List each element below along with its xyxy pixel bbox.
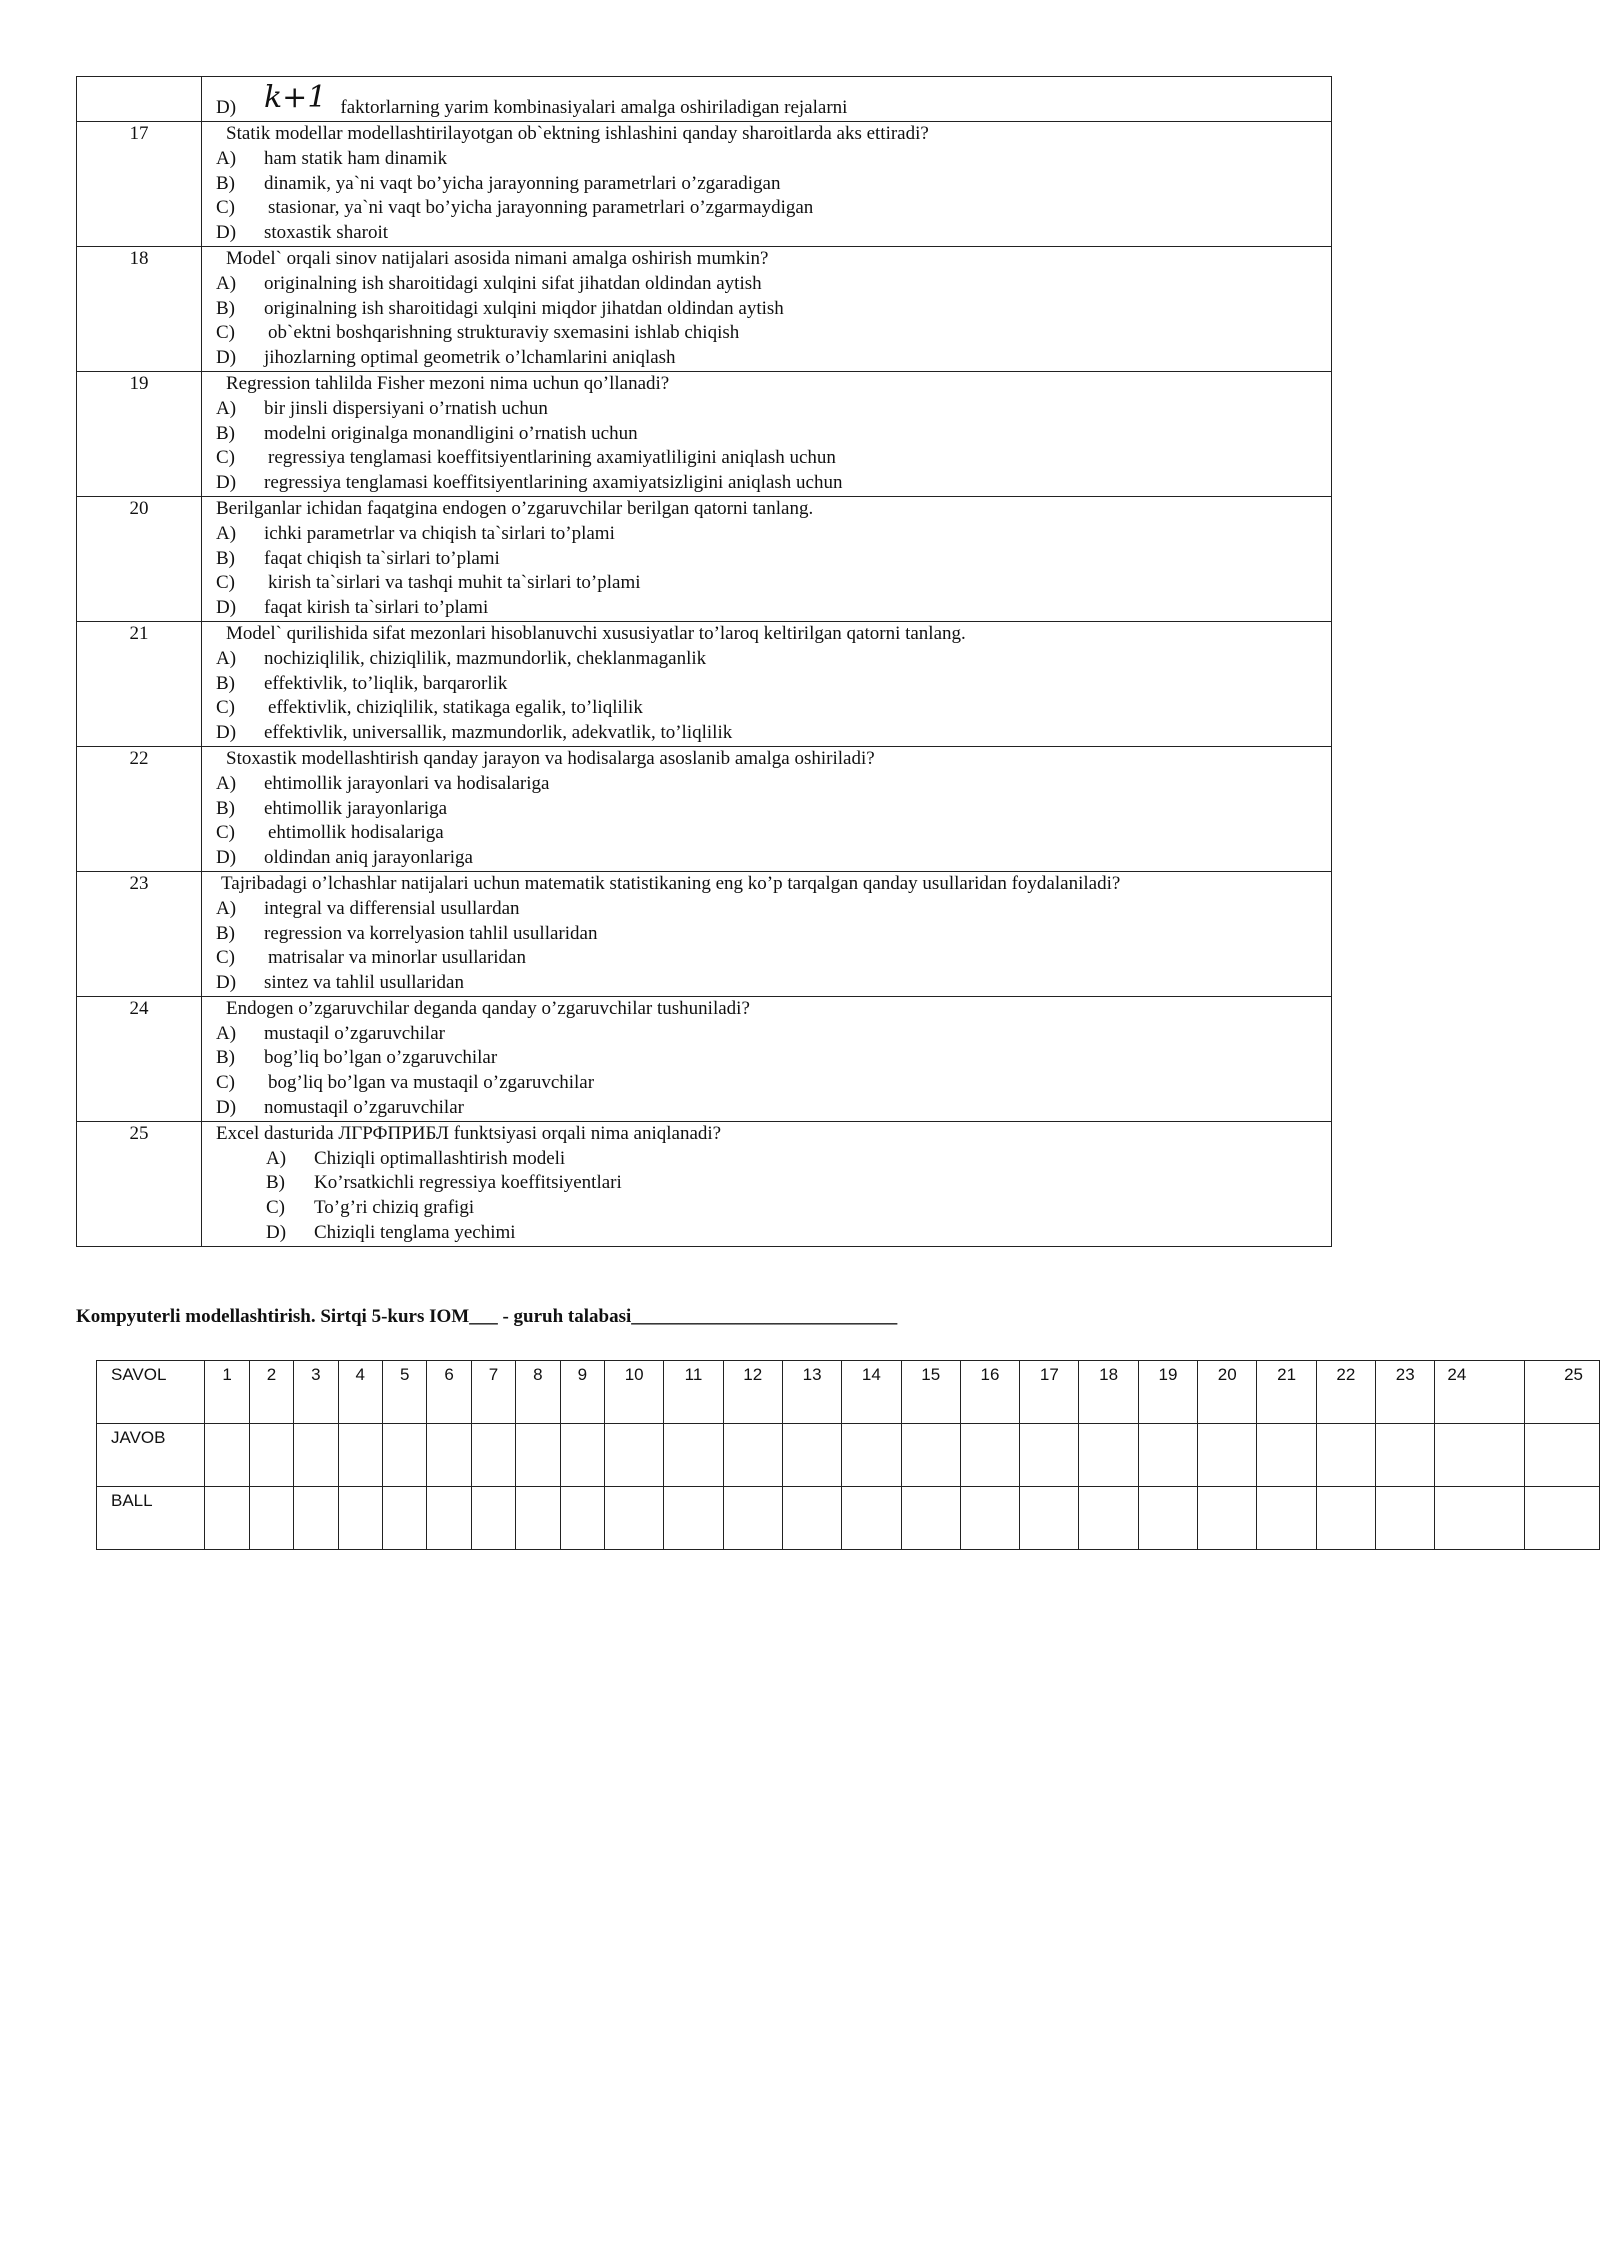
option-d — [216, 721, 1331, 746]
question-number-header: 23 — [1376, 1361, 1435, 1424]
score-cell[interactable] — [516, 1487, 560, 1550]
option-letter: C) — [216, 197, 235, 219]
answer-row-ball — [97, 1487, 1600, 1550]
question-number: 19 — [77, 371, 202, 496]
answer-cell[interactable] — [249, 1424, 293, 1487]
answer-cell[interactable] — [842, 1424, 901, 1487]
question-text: Model` orqali sinov natijalari asosida nimani amalga oshirish mumkin? — [226, 247, 769, 269]
option-letter: A) — [216, 397, 237, 419]
option-letter: B) — [216, 172, 235, 194]
option-text: ehtimollik hodisalariga — [268, 822, 444, 844]
option-letter: D) — [216, 597, 237, 619]
answer-cell[interactable] — [205, 1424, 249, 1487]
option-text: integral va differensial usullardan — [264, 897, 520, 919]
question-text: Endogen o’zgaruvchilar deganda qanday o’zgaruvchilar tushuniladi? — [226, 997, 750, 1019]
option-letter: C) — [216, 697, 235, 719]
question-number: 18 — [77, 246, 202, 371]
question-number-header: 19 — [1138, 1361, 1197, 1424]
option-text: bog’liq bo’lgan o’zgaruvchilar — [264, 1047, 498, 1069]
option-a — [216, 1147, 1331, 1172]
question-number-header: 7 — [471, 1361, 515, 1424]
answer-cell[interactable] — [294, 1424, 338, 1487]
option-b — [216, 172, 1331, 197]
score-cell[interactable] — [960, 1487, 1019, 1550]
score-cell[interactable] — [1198, 1487, 1257, 1550]
question-number-header: 3 — [294, 1361, 338, 1424]
score-cell[interactable] — [205, 1487, 249, 1550]
question-number-header: 24 — [1435, 1361, 1525, 1424]
option-a — [216, 647, 1331, 672]
questions-table — [76, 76, 1332, 1247]
option-letter: B) — [216, 547, 235, 569]
question-number-cell — [77, 77, 202, 122]
option-text: mustaqil o’zgaruvchilar — [264, 1022, 445, 1044]
score-cell[interactable] — [427, 1487, 471, 1550]
question-number-header: 13 — [782, 1361, 841, 1424]
question-number: 25 — [77, 1121, 202, 1246]
option-c — [216, 1071, 1331, 1096]
score-cell[interactable] — [294, 1487, 338, 1550]
question-text: Tajribadagi o’lchashlar natijalari uchun matematik statistikaning eng ko’p tarqalgan qanday usullaridan foydalaniladi? — [221, 872, 1121, 894]
row-label: BALL — [97, 1487, 205, 1550]
option-text: nomustaqil o’zgaruvchilar — [264, 1097, 464, 1119]
question-number-header: 18 — [1079, 1361, 1138, 1424]
option-text: regressiya tenglamasi koeffitsiyentlarining axamiyatsizligini aniqlash uchun — [264, 472, 843, 494]
option-text: To’g’ri chiziq grafigi — [314, 1197, 475, 1219]
option-text: faktorlarning yarim kombinasiyalari amalga oshiriladigan rejalarni — [340, 97, 848, 119]
question-number-header: 10 — [605, 1361, 664, 1424]
question-body-cell — [202, 746, 1332, 871]
option-d — [216, 221, 1331, 246]
question-number-header: 22 — [1316, 1361, 1375, 1424]
question-number-header: 1 — [205, 1361, 249, 1424]
option-text: regressiya tenglamasi koeffitsiyentlarining axamiyatliligini aniqlash uchun — [268, 447, 836, 469]
option-text: Chiziqli optimallashtirish modeli — [314, 1147, 566, 1169]
score-cell[interactable] — [1525, 1487, 1600, 1550]
question-body-cell — [202, 122, 1332, 247]
row-label: JAVOB — [97, 1424, 205, 1487]
question-number-header: 17 — [1020, 1361, 1079, 1424]
option-text: ehtimollik jarayonlariga — [264, 797, 448, 819]
option-c — [216, 446, 1331, 471]
option-text: bog’liq bo’lgan va mustaqil o’zgaruvchilar — [268, 1072, 595, 1094]
question-number-header: 4 — [338, 1361, 382, 1424]
option-c — [216, 196, 1331, 221]
answer-cell[interactable] — [1020, 1424, 1079, 1487]
option-text: stoxastik sharoit — [264, 222, 389, 244]
option-letter: D) — [216, 847, 237, 869]
question-text: Regression tahlilda Fisher mezoni nima uchun qo’llanadi? — [226, 372, 670, 394]
option-letter: B) — [216, 297, 235, 319]
option-a — [216, 272, 1331, 297]
option-c — [216, 1196, 1331, 1221]
question-body-cell — [202, 77, 1332, 122]
option-b — [216, 797, 1331, 822]
option-text: sintez va tahlil usullaridan — [264, 972, 464, 994]
option-d — [216, 971, 1331, 996]
answer-cell[interactable] — [1198, 1424, 1257, 1487]
option-letter: D) — [216, 472, 237, 494]
score-cell[interactable] — [560, 1487, 604, 1550]
answer-cell[interactable] — [960, 1424, 1019, 1487]
option-b — [216, 1171, 1331, 1196]
option-b — [216, 422, 1331, 447]
option-letter: D) — [216, 347, 237, 369]
option-text: effektivlik, universallik, mazmundorlik, adekvatlik, to’liqlilik — [264, 722, 733, 744]
option-text: stasionar, ya`ni vaqt bo’yicha jarayonning parametrlari o’zgarmaydigan — [268, 197, 814, 219]
score-cell[interactable] — [1020, 1487, 1079, 1550]
answer-row-savol — [97, 1361, 1600, 1424]
option-letter: A) — [216, 647, 237, 669]
question-number-header: 11 — [664, 1361, 723, 1424]
footer-title: Kompyuterli modellashtirish. Sirtqi 5-kurs IOM___ - guruh talabasi____________________________ — [76, 1306, 898, 1327]
option-letter: D) — [266, 1222, 287, 1244]
question-number: 22 — [77, 746, 202, 871]
option-d — [216, 471, 1331, 496]
answer-cell[interactable] — [471, 1424, 515, 1487]
question-number-header: 21 — [1257, 1361, 1316, 1424]
option-text: modelni originalga monandligini o’rnatish uchun — [264, 422, 638, 444]
row-label: SAVOL — [97, 1361, 205, 1424]
question-number: 24 — [77, 996, 202, 1121]
option-c — [216, 321, 1331, 346]
answer-cell[interactable] — [605, 1424, 664, 1487]
score-cell[interactable] — [782, 1487, 841, 1550]
option-text: faqat kirish ta`sirlari to’plami — [264, 597, 489, 619]
question-number-header: 8 — [516, 1361, 560, 1424]
question-number-header: 6 — [427, 1361, 471, 1424]
answer-cell[interactable] — [1316, 1424, 1375, 1487]
question-row — [77, 871, 1332, 996]
answer-cell[interactable] — [1079, 1424, 1138, 1487]
answer-cell[interactable] — [1525, 1424, 1600, 1487]
option-letter: A) — [216, 772, 237, 794]
option-letter: B) — [216, 422, 235, 444]
option-letter: B) — [216, 922, 235, 944]
question-body-cell — [202, 621, 1332, 746]
option-text: originalning ish sharoitidagi xulqini miqdor jihatdan oldindan aytish — [264, 297, 784, 319]
option-letter: D) — [216, 222, 237, 244]
score-cell[interactable] — [1079, 1487, 1138, 1550]
option-text: kirish ta`sirlari va tashqi muhit ta`sirlari to’plami — [268, 572, 641, 594]
question-body-cell — [202, 996, 1332, 1121]
option-a — [216, 1022, 1331, 1047]
question-row — [77, 1121, 1332, 1246]
option-text: matrisalar va minorlar usullaridan — [268, 947, 526, 969]
answer-cell[interactable] — [427, 1424, 471, 1487]
question-row — [77, 996, 1332, 1121]
option-a — [216, 397, 1331, 422]
score-cell[interactable] — [1376, 1487, 1435, 1550]
score-cell[interactable] — [249, 1487, 293, 1550]
score-cell[interactable] — [1138, 1487, 1197, 1550]
answer-cell[interactable] — [1257, 1424, 1316, 1487]
option-d — [216, 846, 1331, 871]
option-letter: A) — [216, 522, 237, 544]
question-number: 23 — [77, 871, 202, 996]
option-letter: A) — [216, 1022, 237, 1044]
option-letter: C) — [216, 947, 235, 969]
option-letter: A) — [216, 147, 237, 169]
option-text: originalning ish sharoitidagi xulqini sifat jihatdan oldindan aytish — [264, 272, 762, 294]
question-row — [77, 246, 1332, 371]
score-cell[interactable] — [471, 1487, 515, 1550]
answer-cell[interactable] — [1138, 1424, 1197, 1487]
option-text: oldindan aniq jarayonlariga — [264, 847, 473, 869]
score-cell[interactable] — [1257, 1487, 1316, 1550]
question-number-header: 20 — [1198, 1361, 1257, 1424]
option-letter: B) — [216, 1047, 235, 1069]
question-number-header: 15 — [901, 1361, 960, 1424]
option-a — [216, 147, 1331, 172]
option-letter: D) — [216, 1097, 237, 1119]
answer-cell[interactable] — [560, 1424, 604, 1487]
option-letter: A) — [216, 272, 237, 294]
question-text: Excel dasturida ЛГРФПРИБЛ funktsiyasi orqali nima aniqlanadi? — [216, 1122, 722, 1144]
question-number-header: 2 — [249, 1361, 293, 1424]
question-text: Statik modellar modellashtirilayotgan ob`ektning ishlashini qanday sharoitlarda aks ettiradi? — [226, 123, 929, 144]
answer-cell[interactable] — [516, 1424, 560, 1487]
option-text: dinamik, ya`ni vaqt bo’yicha jarayonning parametrlari o’zgaradigan — [264, 172, 781, 194]
option-letter: D) — [216, 722, 237, 744]
option-b — [216, 1046, 1331, 1071]
option-text: jihozlarning optimal geometrik o’lchamlarini aniqlash — [264, 347, 676, 369]
option-text: ichki parametrlar va chiqish ta`sirlari to’plami — [264, 522, 615, 544]
option-letter: C) — [216, 1072, 235, 1094]
question-number-header: 5 — [382, 1361, 426, 1424]
question-number-header: 12 — [723, 1361, 782, 1424]
question-row — [77, 621, 1332, 746]
score-cell[interactable] — [1435, 1487, 1525, 1550]
option-text: effektivlik, to’liqlik, barqarorlik — [264, 672, 508, 694]
math-expression: k+1 — [264, 80, 327, 116]
question-body-cell — [202, 246, 1332, 371]
score-cell[interactable] — [605, 1487, 664, 1550]
option-d — [216, 1221, 1331, 1246]
question-text: Stoxastik modellashtirish qanday jarayon va hodisalarga asoslanib amalga oshiriladi? — [226, 747, 875, 769]
option-text: Ko’rsatkichli regressiya koeffitsiyentlari — [314, 1172, 622, 1194]
option-letter: B) — [216, 672, 235, 694]
question-body-cell — [202, 496, 1332, 621]
answer-cell[interactable] — [338, 1424, 382, 1487]
option-letter: D) — [216, 97, 237, 119]
option-letter: C) — [216, 322, 235, 344]
question-row — [77, 122, 1332, 247]
answer-cell[interactable] — [664, 1424, 723, 1487]
answer-cell[interactable] — [1435, 1424, 1525, 1487]
option-d-line — [216, 80, 848, 121]
question-number: 20 — [77, 496, 202, 621]
question-body-cell — [202, 1121, 1332, 1246]
option-a — [216, 522, 1331, 547]
answer-row-javob — [97, 1424, 1600, 1487]
question-text: Model` qurilishida sifat mezonlari hisoblanuvchi xususiyatlar to’laroq keltirilgan qatorni tanlang. — [226, 622, 966, 644]
question-number-header: 25 — [1525, 1361, 1600, 1424]
option-text: ham statik ham dinamik — [264, 147, 448, 169]
option-text: nochiziqlilik, chiziqlilik, mazmundorlik, cheklanmaganlik — [264, 647, 707, 669]
option-d — [216, 596, 1331, 621]
option-letter: C) — [216, 572, 235, 594]
option-a — [216, 897, 1331, 922]
option-c — [216, 821, 1331, 846]
question-number: 17 — [77, 122, 202, 247]
question-text: Berilganlar ichidan faqatgina endogen o’zgaruvchilar berilgan qatorni tanlang. — [216, 497, 814, 519]
option-letter: C) — [216, 447, 235, 469]
option-letter: A) — [266, 1147, 287, 1169]
question-row — [77, 746, 1332, 871]
option-text: bir jinsli dispersiyani o’rnatish uchun — [264, 397, 548, 419]
option-text: faqat chiqish ta`sirlari to’plami — [264, 547, 500, 569]
score-cell[interactable] — [664, 1487, 723, 1550]
answer-cell[interactable] — [723, 1424, 782, 1487]
question-number-header: 16 — [960, 1361, 1019, 1424]
question-body-cell — [202, 371, 1332, 496]
option-c — [216, 696, 1331, 721]
option-letter: C) — [216, 822, 235, 844]
option-letter: B) — [216, 797, 235, 819]
option-d — [216, 1096, 1331, 1121]
question-number-header: 9 — [560, 1361, 604, 1424]
option-b — [216, 547, 1331, 572]
option-b — [216, 672, 1331, 697]
option-text: effektivlik, chiziqlilik, statikaga egalik, to’liqlilik — [268, 697, 643, 719]
question-row — [77, 371, 1332, 496]
option-letter: D) — [216, 972, 237, 994]
question-row-16-continuation — [77, 77, 1332, 122]
answer-cell[interactable] — [901, 1424, 960, 1487]
score-cell[interactable] — [842, 1487, 901, 1550]
option-b — [216, 922, 1331, 947]
option-letter: B) — [266, 1172, 285, 1194]
question-number: 21 — [77, 621, 202, 746]
question-number-header: 14 — [842, 1361, 901, 1424]
score-cell[interactable] — [723, 1487, 782, 1550]
score-cell[interactable] — [901, 1487, 960, 1550]
question-body-cell — [202, 871, 1332, 996]
option-text: regression va korrelyasion tahlil usullaridan — [264, 922, 598, 944]
score-cell[interactable] — [382, 1487, 426, 1550]
answer-cell[interactable] — [1376, 1424, 1435, 1487]
option-b — [216, 297, 1331, 322]
answer-sheet-table — [96, 1360, 1600, 1550]
option-text: ob`ektni boshqarishning strukturaviy sxemasini ishlab chiqish — [268, 322, 740, 344]
option-text: ehtimollik jarayonlari va hodisalariga — [264, 772, 550, 794]
option-c — [216, 946, 1331, 971]
question-row — [77, 496, 1332, 621]
option-c — [216, 571, 1331, 596]
option-text: Chiziqli tenglama yechimi — [314, 1222, 516, 1244]
score-cell[interactable] — [1316, 1487, 1375, 1550]
option-letter: C) — [266, 1197, 285, 1219]
option-letter: A) — [216, 897, 237, 919]
answer-cell[interactable] — [382, 1424, 426, 1487]
answer-cell[interactable] — [782, 1424, 841, 1487]
option-d — [216, 346, 1331, 371]
option-a — [216, 772, 1331, 797]
score-cell[interactable] — [338, 1487, 382, 1550]
